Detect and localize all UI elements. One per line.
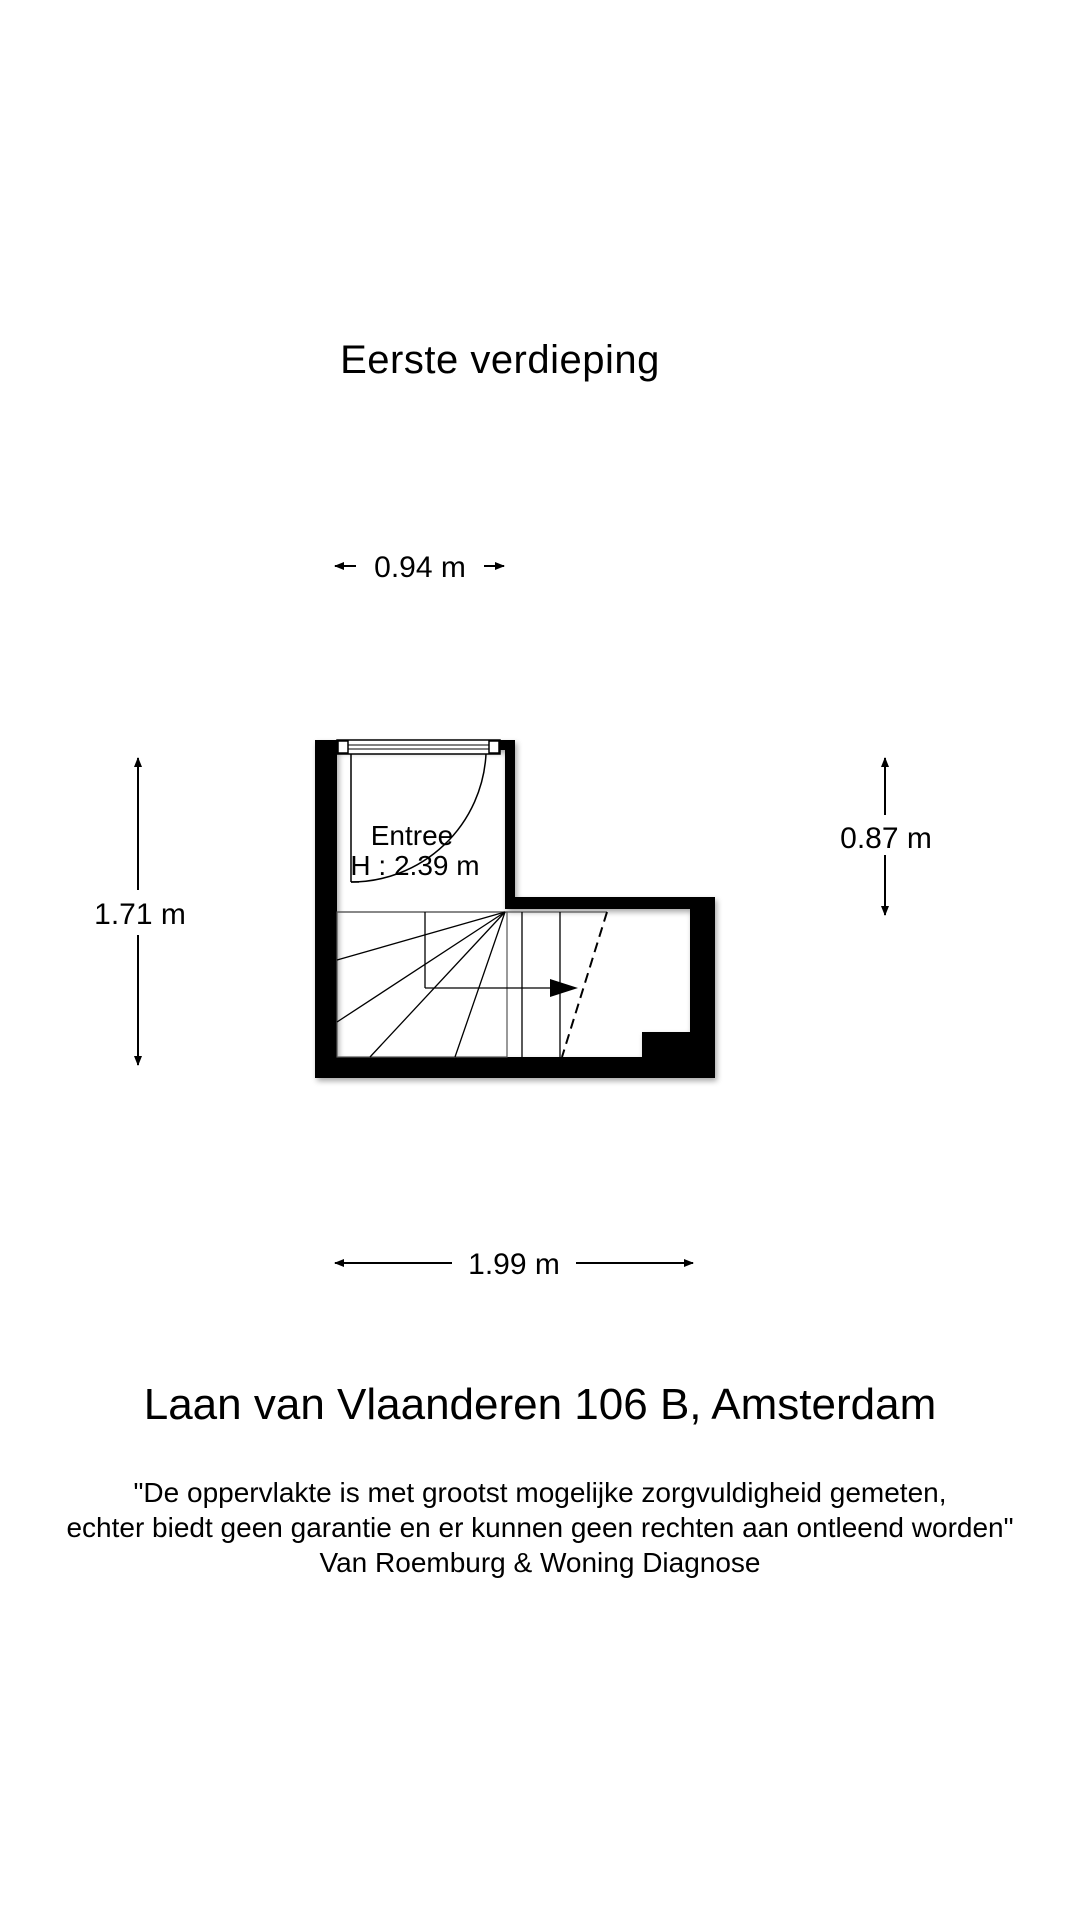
window xyxy=(337,740,500,754)
walls xyxy=(315,740,715,1078)
disclaimer xyxy=(0,1475,1080,1580)
room-height: H : 2.39 m xyxy=(350,850,480,881)
disclaimer-company: Van Roemburg & Woning Diagnose xyxy=(319,1547,761,1578)
disclaimer-line-1: "De oppervlakte is met grootst mogelijke zorgvuldigheid gemeten, xyxy=(133,1477,947,1508)
floor-title: Eerste verdieping xyxy=(340,338,660,382)
dimension-top-label: 0.94 m xyxy=(374,551,466,584)
address: Laan van Vlaanderen 106 B, Amsterdam xyxy=(143,1380,937,1429)
dimension-right-label: 0.87 m xyxy=(840,822,932,855)
dimension-right xyxy=(840,758,932,915)
dimension-bottom xyxy=(335,1248,693,1281)
dimension-bottom-label: 1.99 m xyxy=(468,1248,560,1281)
dimension-top xyxy=(335,551,504,584)
dimension-left-label: 1.71 m xyxy=(94,898,186,931)
staircase xyxy=(337,912,607,1057)
room-name: Entree xyxy=(370,820,454,851)
stair-direction-arrow-icon xyxy=(550,979,578,997)
disclaimer-line-2: echter biedt geen garantie en er kunnen geen rechten aan ontleend worden" xyxy=(66,1512,1014,1543)
dimension-left xyxy=(94,758,186,1065)
